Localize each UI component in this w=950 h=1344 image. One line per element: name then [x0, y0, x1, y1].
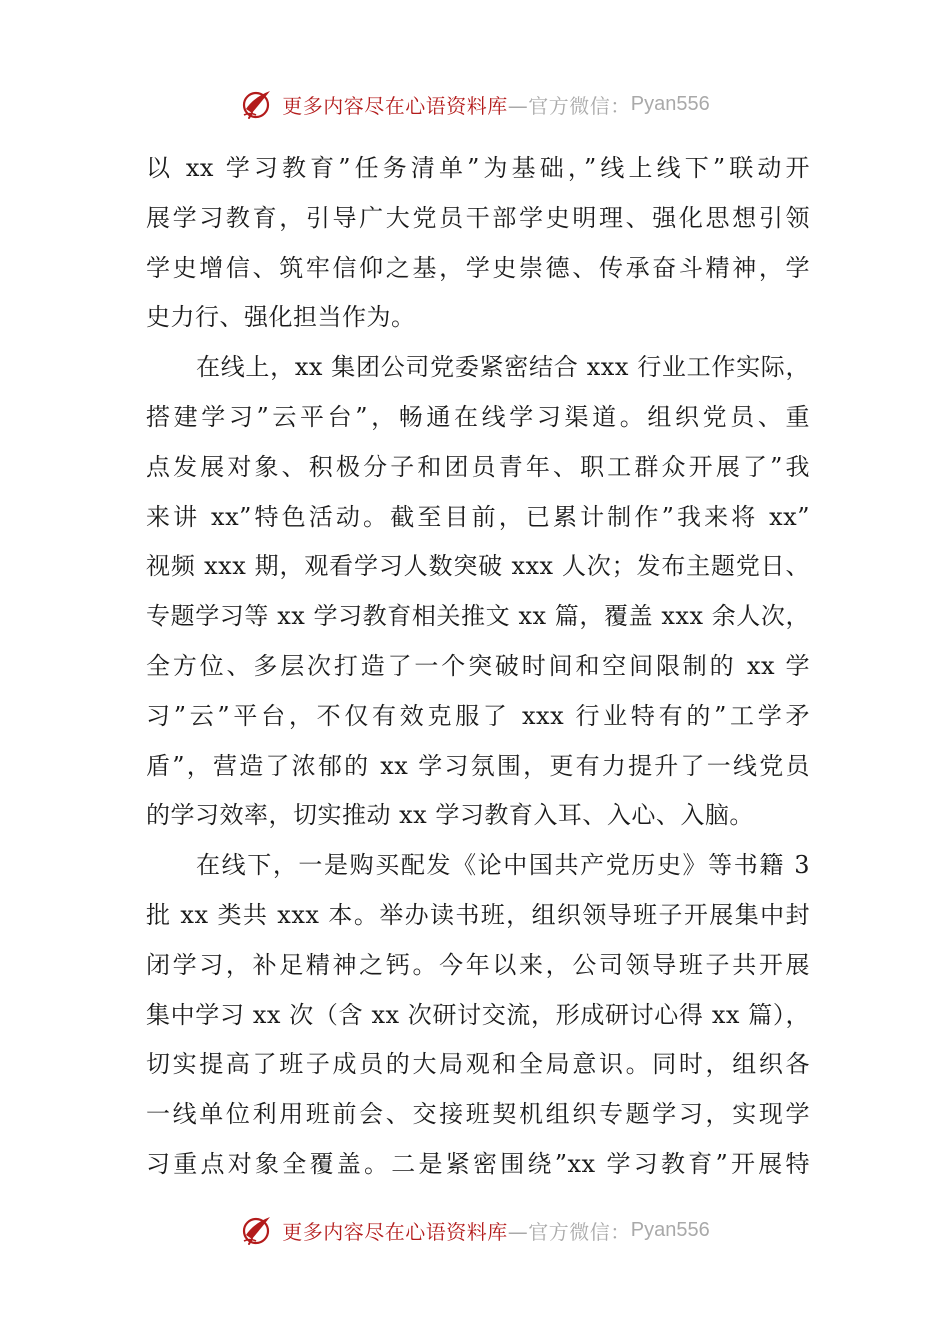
text-line: 切实提高了班子成员的大局观和全局意识。同时，组织各 — [146, 1050, 810, 1079]
text-line: 习重点对象全覆盖。二是紧密围绕”xx 学习教育”开展特 — [146, 1149, 810, 1178]
text-line: 在线下，一是购买配发《论中国共产党历史》等书籍 3 — [196, 851, 810, 880]
text-line: 全方位、多层次打造了一个突破时间和空间限制的 xx 学 — [146, 651, 810, 680]
text-line: 在线上，xx 集团公司党委紧密结合 xxx 行业工作实际， — [196, 353, 810, 382]
banner-title: 更多内容尽在心语资料库 — [282, 93, 508, 118]
text-line: 专题学习等 xx 学习教育相关推文 xx 篇，覆盖 xxx 余人次， — [146, 602, 810, 631]
text-line: 视频 xxx 期，观看学习人数突破 xxx 人次；发布主题党日、 — [146, 552, 810, 581]
text-line: 点发展对象、积极分子和团员青年、职工群众开展了”我 — [146, 452, 810, 481]
header-banner — [0, 84, 950, 124]
text-line: 展学习教育，引导广大党员干部学史明理、强化思想引领 — [146, 203, 810, 232]
banner-separator: —官方微信： — [507, 1219, 631, 1244]
text-line: 来讲 xx”特色活动。截至目前，已累计制作”我来将 xx” — [146, 502, 810, 531]
quill-pen-logo-icon — [240, 1213, 276, 1247]
banner-account: Pyan556 — [630, 92, 710, 115]
text-line: 以 xx 学习教育”任务清单”为基础，”线上线下”联动开 — [146, 154, 810, 182]
banner-separator: —官方微信： — [507, 93, 631, 118]
text-line: 一线单位利用班前会、交接班契机组织专题学习，实现学 — [146, 1100, 810, 1129]
quill-pen-logo-icon — [240, 87, 276, 121]
text-line: 史力行、强化担当作为。 — [146, 303, 416, 332]
text-line: 集中学习 xx 次（含 xx 次研讨交流，形成研讨心得 xx 篇）， — [146, 1000, 810, 1029]
document-body — [146, 144, 810, 1190]
paragraph — [146, 144, 810, 343]
text-line: 的学习效率，切实推动 xx 学习教育入耳、入心、入脑。 — [146, 801, 754, 830]
text-line: 盾”，营造了浓郁的 xx 学习氛围，更有力提升了一线党员 — [146, 751, 810, 780]
text-line: 搭建学习”云平台”，畅通在线学习渠道。组织党员、重 — [146, 402, 810, 431]
banner-title: 更多内容尽在心语资料库 — [282, 1219, 508, 1244]
footer-banner — [0, 1210, 950, 1250]
paragraph — [146, 343, 810, 841]
text-line: 学史增信、筑牢信仰之基，学史崇德、传承奋斗精神，学 — [146, 253, 810, 282]
paragraph — [146, 841, 810, 1190]
banner-account: Pyan556 — [630, 1218, 710, 1241]
text-line: 习”云”平台，不仅有效克服了 xxx 行业特有的”工学矛 — [146, 701, 810, 730]
text-line: 批 xx 类共 xxx 本。举办读书班，组织领导班子开展集中封 — [146, 900, 810, 929]
text-line: 闭学习，补足精神之钙。今年以来，公司领导班子共开展 — [146, 950, 810, 979]
